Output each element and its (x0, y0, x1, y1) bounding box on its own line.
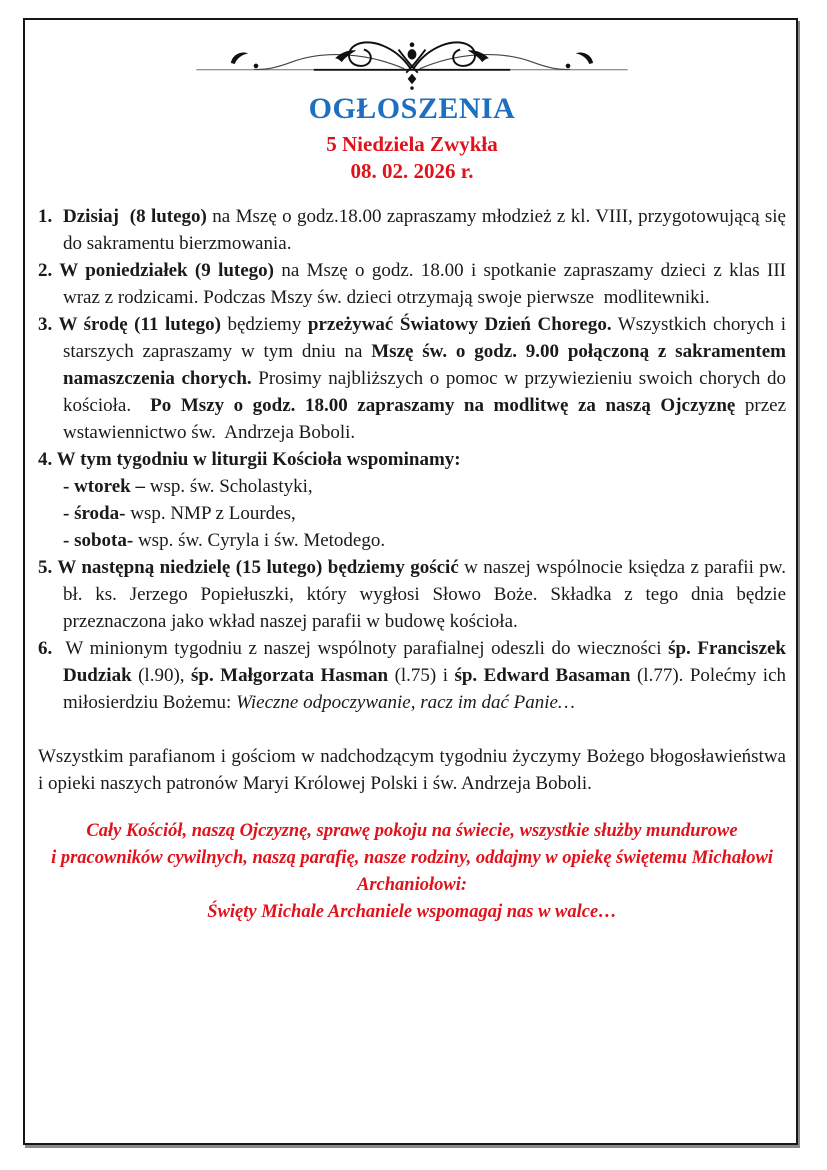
item-text-run: W minionym tygodniu z naszej wspólnoty parafialnej odeszli do wieczności (58, 638, 669, 659)
item-text-run: Mszę św. o godz. 9.00 połączoną z sakramentem namaszczenia chorych. (63, 341, 786, 389)
item-text-run: wsp. NMP z Lourdes, (130, 503, 296, 524)
prayer-line: Cały Kościół, naszą Ojczyznę, sprawę pokoju na świecie, wszystkie służby mundurowe (86, 821, 738, 841)
closing-blessing: Wszystkim parafianom i gościom w nadchodzącym tygodniu życzymy Bożego błogosławieństwa i opieki naszych patronów Maryi Królowej Polski i św. Andrzeja Boboli. (38, 746, 786, 794)
page-subtitle: 5 Niedziela Zwykła (326, 132, 498, 156)
announcement-item (38, 554, 786, 635)
item-text-run: Wszystkich chorych i starszych zapraszamy w tym dniu na (63, 314, 786, 362)
flourish-divider-icon (182, 38, 642, 90)
item-text-run: W środę (11 lutego) (58, 314, 221, 335)
item-text-run: śp. Franciszek Dudziak (63, 638, 787, 686)
item-number: 6. (38, 638, 59, 659)
item-text-run: przez wstawiennictwo św. Andrzeja Boboli. (63, 395, 787, 443)
item-text-run: przeżywać Światowy Dzień Chorego. (307, 314, 612, 335)
prayer-line: Archaniołowi: (357, 875, 467, 895)
item-text-run: W następną niedzielę (15 lutego) będziemy gościć (57, 557, 459, 578)
item-text-run: na Mszę o godz.18.00 zapraszamy młodzież z kl. VIII, przygotowującą się do sakramentu bierzmowania. (63, 206, 786, 254)
prayer-line: i pracowników cywilnych, naszą parafię, nasze rodziny, oddajmy w opiekę świętemu Michałowi (51, 848, 773, 868)
announcement-item (38, 203, 786, 257)
item-text-run: (l.75) i (388, 665, 455, 686)
item-number: 1. (38, 206, 58, 227)
item-text-run: w naszej wspólnocie księdza z parafii pw. bł. ks. Jerzego Popiełuszki, który wygłosi Słowo Boże. Składka z tego dnia będzie przeznaczona jako wkład naszej parafii w budowę kościoła. (63, 557, 786, 632)
item-text-run: śp. Małgorzata Hasman (191, 665, 389, 686)
item-text-run: będziemy (220, 314, 308, 335)
item-text-run: Prosimy najbliższych o pomoc w przywiezieniu swoich chorych do kościoła. (63, 368, 786, 416)
item-text-run: - wtorek – (63, 476, 150, 497)
item-text-run: wsp. św. Cyryla i św. Metodego. (137, 530, 386, 551)
page-frame (23, 18, 798, 1145)
item-text-run: - środa- (63, 503, 131, 524)
item-text-run: - sobota- (63, 530, 138, 551)
item-text-run: W poniedziałek (9 lutego) (59, 260, 275, 281)
item-number: 3. (38, 314, 59, 335)
item-text-run: śp. Edward Basaman (454, 665, 631, 686)
item-number: 4. (38, 449, 57, 470)
item-text-run: wsp. św. Scholastyki, (149, 476, 313, 497)
item-text-run: Dzisiaj (8 lutego) (57, 206, 207, 227)
prayer-line: Święty Michale Archaniele wspomagaj nas w walce… (207, 902, 617, 922)
page-title: OGŁOSZENIA (308, 92, 516, 125)
announcement-item (38, 257, 786, 311)
item-number: 2. (38, 260, 60, 281)
item-text-run: W tym tygodniu w liturgii Kościoła wspominamy: (56, 449, 461, 470)
item-text-run: (l.77). Polećmy ich miłosierdziu Bożemu: (63, 665, 787, 713)
ornament-flourish (38, 38, 786, 90)
announcement-item (38, 311, 786, 446)
announcement-item (38, 635, 786, 716)
item-text-run: na Mszę o godz. 18.00 i spotkanie zapraszamy dzieci z klas III wraz z rodzicami. Podczas Mszy św. dzieci otrzymają swoje pierwsze modlitewniki. (63, 260, 786, 308)
item-text-run: Wieczne odpoczywanie, racz im dać Panie… (236, 692, 575, 713)
prayer-text (38, 818, 786, 926)
announcement-list (38, 203, 786, 716)
item-text-run: (l.90), (131, 665, 191, 686)
page-date: 08. 02. 2026 r. (350, 159, 474, 183)
item-text-run: Po Mszy o godz. 18.00 zapraszamy na modlitwę za naszą Ojczyznę (150, 395, 736, 416)
announcement-item (38, 446, 786, 554)
item-number: 5. (38, 557, 58, 578)
